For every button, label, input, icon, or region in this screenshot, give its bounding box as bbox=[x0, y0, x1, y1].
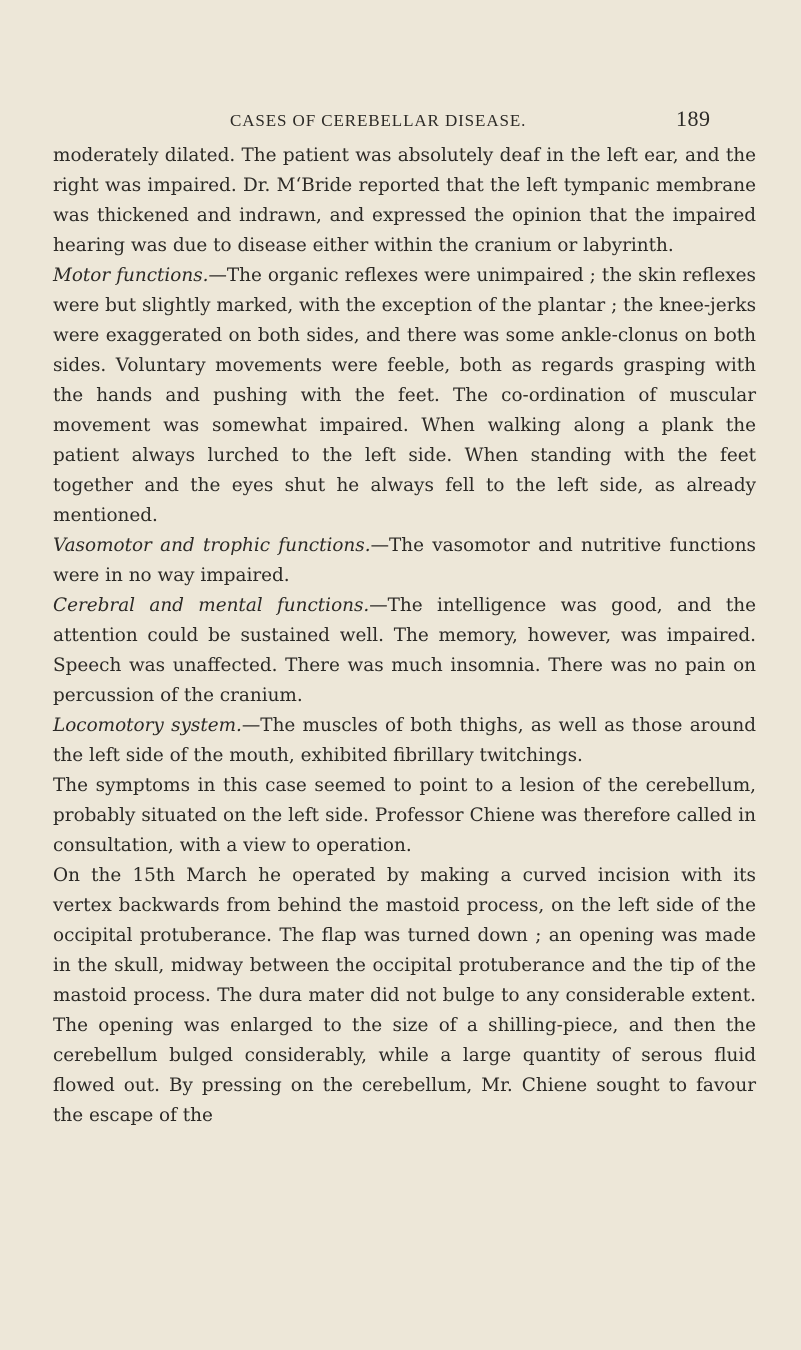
paragraph-operation-text: On the 15th March he operated by making a curved incision with its vertex backwards from behind the mastoid process, on the left side of the occipital protuberance. The flap was turned down ; an opening was made in the skull, midway between the occipital protuberance and the tip of the mastoid process. The dura mater did not bulge to any considerable extent. The opening was enlarged to the size of a shilling-piece, and then the cerebellum bulged considerably, while a large quantity of serous fluid flowed out. By pressing on the cerebellum, Mr. Chiene sought to favour the escape of the bbox=[53, 865, 756, 1126]
body-text bbox=[53, 141, 756, 1131]
section-heading-motor-functions: Motor functions. bbox=[53, 265, 209, 286]
paragraph-locomotory-system-text: —The muscles of both thighs, as well as those around the left side of the mouth, exhibited fibrillary twitchings. bbox=[53, 715, 756, 766]
paragraph-cerebral-functions-text: —The intelligence was good, and the attention could be sustained well. The memory, however, was impaired. Speech was unaffected. There was much insomnia. There was no pain on percussion of the cranium. bbox=[53, 595, 756, 706]
page-number: 189 bbox=[676, 106, 711, 131]
paragraph-symptoms-text: The symptoms in this case seemed to point to a lesion of the cerebellum, probably situated on the left side. Professor Chiene was therefore called in consultation, with a view to operation. bbox=[53, 775, 756, 856]
paragraph-cerebral-functions bbox=[53, 591, 756, 711]
paragraph-symptoms bbox=[53, 771, 756, 861]
section-heading-vasomotor-functions: Vasomotor and trophic functions. bbox=[53, 535, 371, 556]
paragraph-operation bbox=[53, 861, 756, 1131]
paragraph-motor-functions-text: —The organic reflexes were unimpaired ; the skin reflexes were but slightly marked, with the exception of the plantar ; the knee-jerks were exaggerated on both sides, and there was some ankle-clonus on both sides. Voluntary movements were feeble, both as regards grasping with the hands and pushing with the feet. The co-ordination of muscular movement was somewhat impaired. When walking along a plank the patient always lurched to the left side. When standing with the feet together and the eyes shut he always fell to the left side, as already mentioned. bbox=[53, 265, 757, 526]
section-heading-locomotory-system: Locomotory system. bbox=[53, 715, 242, 736]
paragraph-1 bbox=[53, 141, 756, 261]
running-head-title: CASES OF CEREBELLAR DISEASE. bbox=[230, 111, 527, 130]
section-heading-cerebral-functions: Cerebral and mental functions. bbox=[53, 595, 370, 616]
paragraph-vasomotor-functions bbox=[53, 531, 756, 591]
paragraph-locomotory-system bbox=[53, 711, 756, 771]
paragraph-1-text: moderately dilated. The patient was absolutely deaf in the left ear, and the right was impaired. Dr. M‘Bride reported that the left tympanic membrane was thickened and indrawn, and expressed the opinion that the impaired hearing was due to disease either within the cranium or labyrinth. bbox=[53, 145, 756, 256]
paragraph-vasomotor-functions-text: —The vasomotor and nutritive functions were in no way impaired. bbox=[53, 535, 756, 586]
paragraph-motor-functions bbox=[53, 261, 756, 531]
